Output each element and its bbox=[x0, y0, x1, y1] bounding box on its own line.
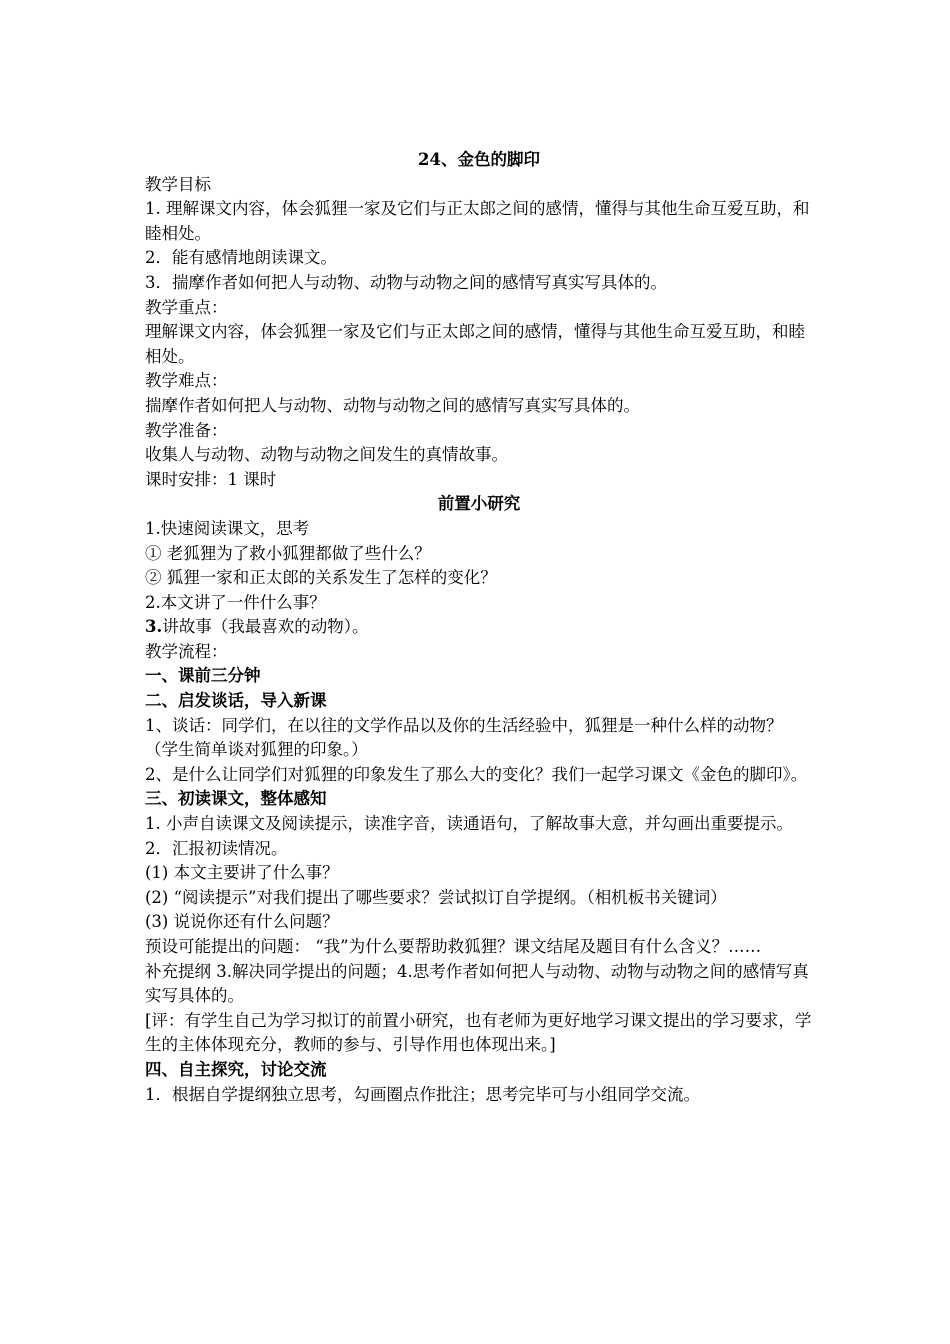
section-3-preset-questions: 预设可能提出的问题： “我”为什么要帮助救狐狸？课文结尾及题目有什么含义？…… bbox=[145, 937, 762, 956]
goal-3: 3．揣摩作者如何把人与动物、动物与动物之间的感情写真实写具体的。 bbox=[145, 272, 667, 292]
goal-1: 1. 理解课文内容，体会狐狸一家及它们与正太郎之间的感情，懂得与其他生命互爱互助，和睦相处。 bbox=[145, 199, 810, 243]
section-3-paragraph-1: 1. 小声自读课文及阅读提示，读准字音，读通语句，了解故事大意，并勾画出重要提示。 bbox=[145, 814, 793, 834]
preview-item-2: 2.本文讲了一件什么事？ bbox=[145, 592, 326, 612]
section-4-paragraph-1: 1．根据自学提纲独立思考，勾画圈点作批注；思考完毕可与小组同学交流。 bbox=[145, 1084, 700, 1104]
section-3-question-3: (3) 说说你还有什么问题？ bbox=[145, 912, 339, 932]
section-3-comment: [评：有学生自己为学习拟订的前置小研究，也有老师为更好地学习课文提出的学习要求，学生的主体体现充分，教师的参与、引导作用也体现出来。] bbox=[145, 1010, 812, 1055]
schedule: 课时安排：1 课时 bbox=[145, 469, 277, 489]
focus-text: 理解课文内容，体会狐狸一家及它们与正太郎之间的感情，懂得与其他生命互爱互助，和睦相处。 bbox=[145, 322, 805, 366]
section-3-heading: 三、初读课文，整体感知 bbox=[145, 789, 327, 809]
preview-item-1b: ② 狐狸一家和正太郎的关系发生了怎样的变化？ bbox=[145, 568, 497, 588]
preview-title: 前置小研究 bbox=[437, 494, 521, 514]
preview-item-3-text: 讲故事（我最喜欢的动物）。 bbox=[162, 617, 369, 637]
section-3-question-2: (2) “阅读提示”对我们提出了哪些要求？尝试拟订自学提纲。（相机板书关键词） bbox=[145, 887, 727, 907]
preview-item-1: 1.快速阅读课文，思考 bbox=[145, 518, 310, 538]
section-2-heading: 二、启发谈话，导入新课 bbox=[145, 691, 327, 711]
preview-item-1a: ① 老狐狸为了救小狐狸都做了些什么？ bbox=[145, 543, 431, 563]
document-title: 24、金色的脚印 bbox=[418, 150, 540, 169]
section-3-paragraph-2: 2．汇报初读情况。 bbox=[145, 838, 288, 858]
difficulty-text: 揣摩作者如何把人与动物、动物与动物之间的感情写真实写具体的。 bbox=[145, 395, 640, 415]
document-page bbox=[145, 148, 813, 1107]
prep-text: 收集人与动物、动物与动物之间发生的真情故事。 bbox=[145, 445, 508, 465]
section-2-paragraph-1: 1、谈话：同学们，在以往的文学作品以及你的生活经验中，狐狸是一种什么样的动物？（学生简单谈对狐狸的印象。） bbox=[145, 715, 783, 760]
section-3-question-1: (1) 本文主要讲了什么事？ bbox=[145, 863, 339, 883]
prep-heading: 教学准备： bbox=[145, 420, 228, 440]
preview-item-3 bbox=[145, 615, 813, 640]
difficulty-heading: 教学难点： bbox=[145, 371, 228, 391]
goal-2: 2．能有感情地朗读课文。 bbox=[145, 248, 337, 268]
section-3-supplement: 补充提纲 3.解决同学提出的问题；4.思考作者如何把人与动物、动物与动物之间的感情写真实写具体的。 bbox=[145, 961, 809, 1006]
preview-item-3-number: 3. bbox=[145, 617, 163, 637]
section-4-heading: 四、自主探究，讨论交流 bbox=[145, 1059, 327, 1079]
section-2-paragraph-2: 2、是什么让同学们对狐狸的印象发生了那么大的变化？我们一起学习课文《金色的脚印》。 bbox=[145, 764, 808, 784]
flow-heading: 教学流程： bbox=[145, 641, 228, 661]
goals-heading: 教学目标 bbox=[145, 174, 211, 194]
section-1-heading: 一、课前三分钟 bbox=[145, 666, 261, 686]
focus-heading: 教学重点： bbox=[145, 297, 228, 317]
